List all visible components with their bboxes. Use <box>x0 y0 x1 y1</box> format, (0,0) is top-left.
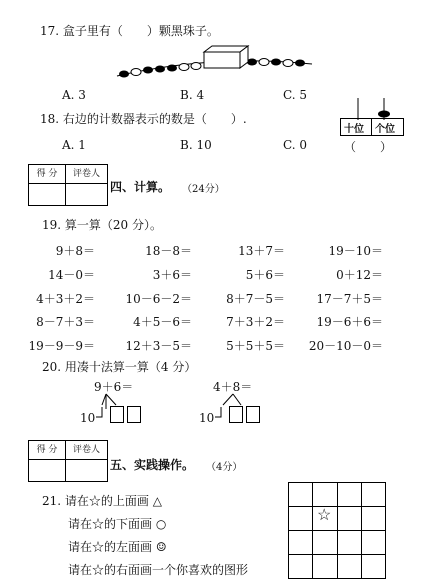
q18-answer-blank: （ ） <box>344 140 393 154</box>
grid-cell[interactable] <box>313 531 337 555</box>
calc-problem: 5＋6＝ <box>245 268 285 282</box>
calc-problem: 19－6＋6＝ <box>316 315 383 329</box>
q18-option-a: A. 1 <box>62 138 86 152</box>
grid-cell[interactable] <box>362 531 386 555</box>
calc-problem: 17－7＋5＝ <box>316 292 383 306</box>
grid-cell[interactable] <box>362 555 386 579</box>
split-answer-box[interactable] <box>127 406 141 423</box>
split-answer-box[interactable] <box>246 406 260 423</box>
calc-problem: 9＋8＝ <box>55 244 95 258</box>
score-box-section4 <box>28 164 108 206</box>
score-cell[interactable] <box>29 460 66 481</box>
split-answer-box[interactable] <box>110 406 124 423</box>
abacus-frame <box>340 118 404 136</box>
calc-problem: 3＋6＝ <box>152 268 192 282</box>
section4-points: （24分） <box>182 184 225 195</box>
grader-header: 评卷人 <box>66 165 107 184</box>
abacus-divider <box>371 119 372 135</box>
bead-string-illustration <box>112 42 317 82</box>
q21-line-1: 21. 请在☆的上面画 △ <box>42 494 162 508</box>
section5-points: （4分） <box>206 462 243 473</box>
calc-problem: 12＋3－5＝ <box>125 339 192 353</box>
grid-cell[interactable] <box>362 483 386 507</box>
q21-line-2: 请在☆的下面画 ○ <box>68 517 167 531</box>
grid-cell[interactable] <box>289 483 313 507</box>
grid-cell[interactable] <box>313 483 337 507</box>
q18-option-b: B. 10 <box>180 138 212 152</box>
q20-expr-2: 4＋8＝ <box>213 380 253 394</box>
calc-problem: 19－10＝ <box>328 244 383 258</box>
abacus-rods-illustration <box>340 96 404 120</box>
q17-option-c: C. 5 <box>283 88 308 102</box>
calc-problem: 14－0＝ <box>48 268 95 282</box>
q18-option-c: C. 0 <box>283 138 308 152</box>
q21-line-3: 请在☆的左面画 ☺ <box>68 540 167 554</box>
q17-option-a: A. 3 <box>62 88 86 102</box>
calc-problem: 8＋7－5＝ <box>226 292 285 306</box>
calc-problem: 10－6－2＝ <box>125 292 192 306</box>
q20-title: 20. 用凑十法算一算（4 分） <box>42 360 197 374</box>
q17-option-b: B. 4 <box>180 88 205 102</box>
score-header: 得 分 <box>29 441 66 460</box>
abacus-label-tens: 十位 <box>344 124 364 135</box>
q20-ten-2: 10 <box>199 411 215 425</box>
grid-cell[interactable] <box>338 555 362 579</box>
score-cell[interactable] <box>29 184 66 205</box>
grid-cell[interactable] <box>289 555 313 579</box>
q19-title: 19. 算一算（20 分）。 <box>42 218 162 232</box>
split-answer-box[interactable] <box>229 406 243 423</box>
calc-problem: 4＋5－6＝ <box>133 315 192 329</box>
grid-cell[interactable] <box>362 507 386 531</box>
calc-problem: 19－9－9＝ <box>28 339 95 353</box>
grid-cell[interactable] <box>289 507 313 531</box>
section4-title: 四、计算。 <box>110 180 171 194</box>
q20-ten-1: 10 <box>80 411 96 425</box>
calc-problem: 18－8＝ <box>145 244 192 258</box>
score-box-section5 <box>28 440 108 482</box>
q20-expr-1: 9＋6＝ <box>94 380 134 394</box>
abacus-label-ones: 个位 <box>375 124 395 135</box>
calc-problem: 7＋3＋2＝ <box>226 315 285 329</box>
grid-cell[interactable] <box>289 531 313 555</box>
grader-header: 评卷人 <box>66 441 107 460</box>
grid-cell[interactable] <box>338 483 362 507</box>
calc-problem: 8－7＋3＝ <box>36 315 95 329</box>
star-icon: ☆ <box>317 505 332 524</box>
calc-problem: 20－10－0＝ <box>308 339 383 353</box>
drawing-grid <box>288 482 386 579</box>
score-header: 得 分 <box>29 165 66 184</box>
calc-problem: 5＋5＋5＝ <box>226 339 285 353</box>
calc-problem: 4＋3＋2＝ <box>36 292 95 306</box>
q17-question: 17. 盒子里有（ ）颗黑珠子。 <box>40 24 219 38</box>
grid-cell[interactable] <box>338 507 362 531</box>
q21-line-4: 请在☆的右面画一个你喜欢的图形 <box>68 563 249 577</box>
grid-cell[interactable] <box>338 531 362 555</box>
calc-problem: 0＋12＝ <box>336 268 383 282</box>
grid-cell[interactable] <box>313 555 337 579</box>
q18-question: 18. 右边的计数器表示的数是（ ）. <box>40 112 247 126</box>
section5-title: 五、实践操作。 <box>110 458 195 472</box>
calc-problem: 13＋7＝ <box>238 244 285 258</box>
